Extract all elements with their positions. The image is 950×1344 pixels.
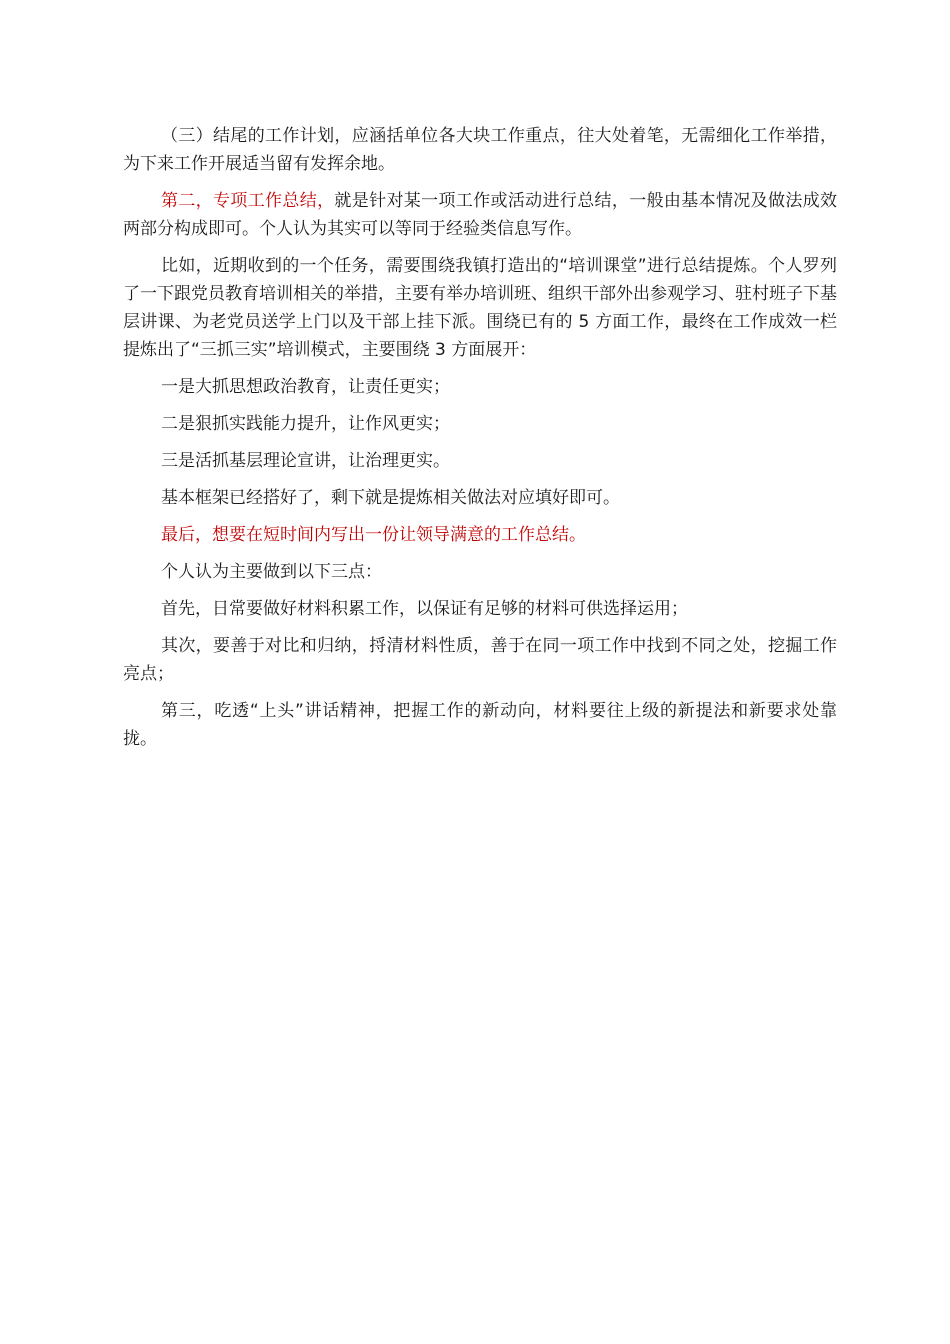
paragraph-first <box>123 595 837 623</box>
paragraph-third <box>123 697 837 753</box>
paragraph-text: 比如，近期收到的一个任务，需要围绕我镇打造出的“培训课堂”进行总结提炼。个人罗列了一下跟党员教育培训相关的举措，主要有举办培训班、组织干部外出参观学习、驻村班子下基层讲课、为老党员送学上门以及干部上挂下派。围绕已有的 5 方面工作，最终在工作成效一栏提炼出了“三抓三实”培训模式，主要围绕 3 方面展开： <box>123 256 837 360</box>
paragraph-point-one <box>123 373 837 401</box>
paragraph-text: 一是大抓思想政治教育，让责任更实； <box>161 377 450 397</box>
paragraph-finally <box>123 521 837 549</box>
paragraph-text: 三是活抓基层理论宣讲，让治理更实。 <box>161 451 450 471</box>
paragraph-point-three <box>123 447 837 475</box>
paragraph-text: 首先，日常要做好材料积累工作，以保证有足够的材料可供选择运用； <box>161 599 688 619</box>
paragraph-text: 就是针对某一项工作或活动进行总结，一般由基本情况及做法成效两部分构成即可。个人认为其实可以等同于经验类信息写作。 <box>123 191 837 239</box>
paragraph-lead: 第二，专项工作总结， <box>161 191 335 211</box>
paragraph-lead: 最后，想要在短时间内写出一份让领导满意的工作总结。 <box>161 525 586 545</box>
paragraph-text: 二是狠抓实践能力提升，让作风更实； <box>161 414 450 434</box>
paragraph-closing-plan <box>123 122 837 178</box>
paragraph-point-two <box>123 410 837 438</box>
paragraph-text: （三）结尾的工作计划，应涵括单位各大块工作重点，往大处着笔，无需细化工作举措，为下来工作开展适当留有发挥余地。 <box>123 126 837 174</box>
paragraph-second <box>123 632 837 688</box>
paragraph-special-summary <box>123 187 837 243</box>
paragraph-example <box>123 252 837 364</box>
paragraph-framework <box>123 484 837 512</box>
paragraph-three-points-intro <box>123 558 837 586</box>
document-body <box>123 122 837 762</box>
paragraph-text: 第三，吃透“上头”讲话精神，把握工作的新动向，材料要往上级的新提法和新要求处靠拢。 <box>123 701 837 749</box>
paragraph-text: 个人认为主要做到以下三点： <box>161 562 382 582</box>
paragraph-text: 其次，要善于对比和归纳，捋清材料性质，善于在同一项工作中找到不同之处，挖掘工作亮点； <box>123 636 837 684</box>
paragraph-text: 基本框架已经搭好了，剩下就是提炼相关做法对应填好即可。 <box>161 488 620 508</box>
